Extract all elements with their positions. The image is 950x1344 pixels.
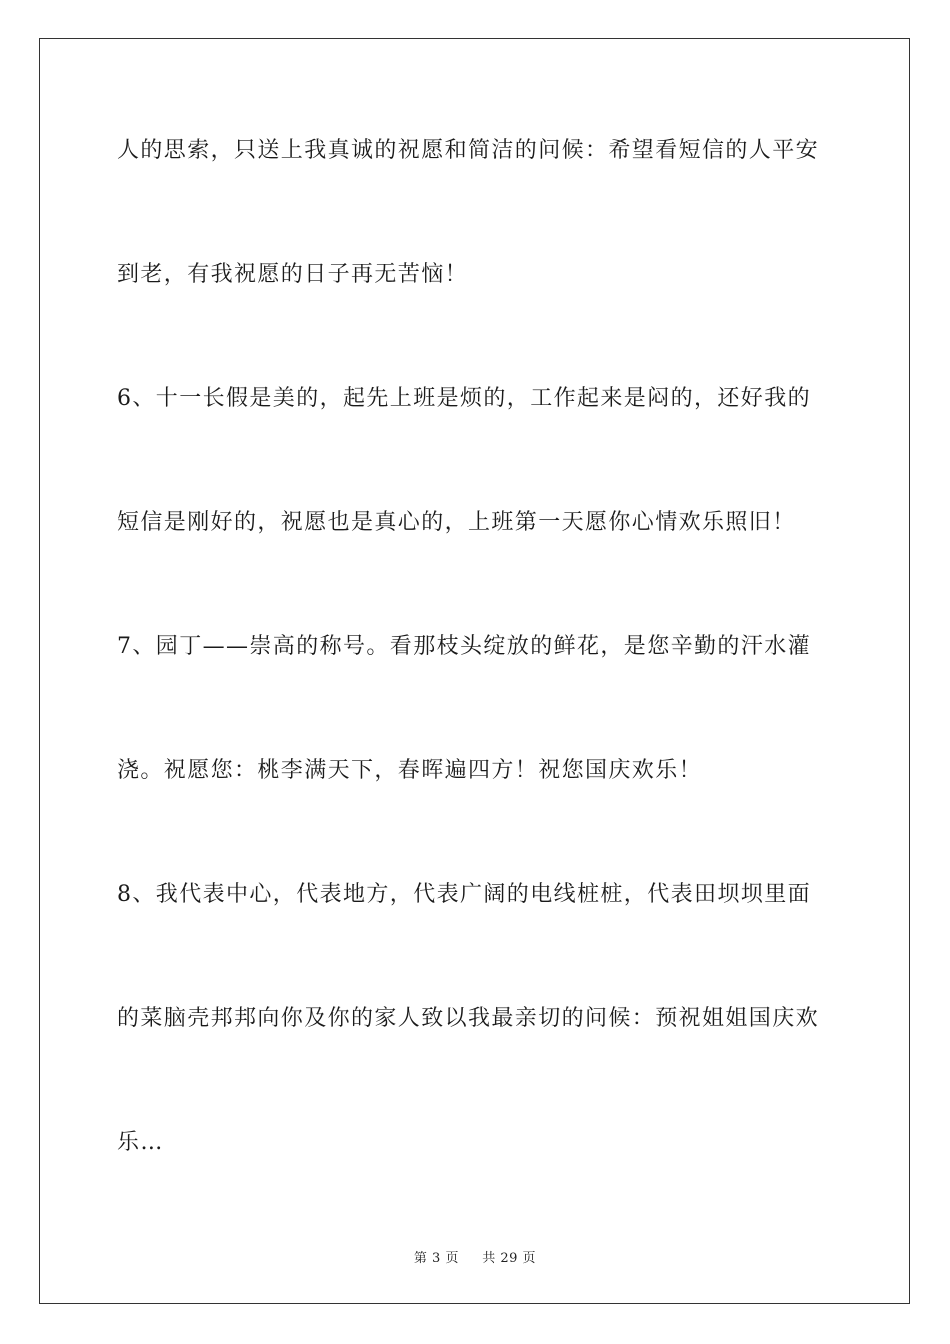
text-line: 浇。祝愿您：桃李满天下，春晖遍四方！祝您国庆欢乐！ [117, 758, 703, 783]
page-footer [0, 1247, 950, 1266]
page-number: 第 3 页 [413, 1251, 459, 1266]
text-line: 人的思索，只送上我真诚的祝愿和简洁的问候：希望看短信的人平安 [117, 138, 820, 163]
text-line: 8、我代表中心，代表地方，代表广阔的电线桩桩，代表田坝坝里面 [117, 882, 811, 907]
page-border [39, 38, 910, 1304]
text-line: 乐… [117, 1130, 164, 1155]
text-line: 6、十一长假是美的，起先上班是烦的，工作起来是闷的，还好我的 [117, 386, 811, 411]
total-pages: 共 29 页 [482, 1251, 537, 1266]
text-line: 7、园丁——崇高的称号。看那枝头绽放的鲜花，是您辛勤的汗水灌 [117, 634, 811, 659]
text-line: 的菜脑壳邦邦向你及你的家人致以我最亲切的问候：预祝姐姐国庆欢 [117, 1006, 820, 1031]
text-line: 短信是刚好的，祝愿也是真心的，上班第一天愿你心情欢乐照旧！ [117, 510, 796, 535]
text-line: 到老，有我祝愿的日子再无苦恼！ [117, 262, 469, 287]
